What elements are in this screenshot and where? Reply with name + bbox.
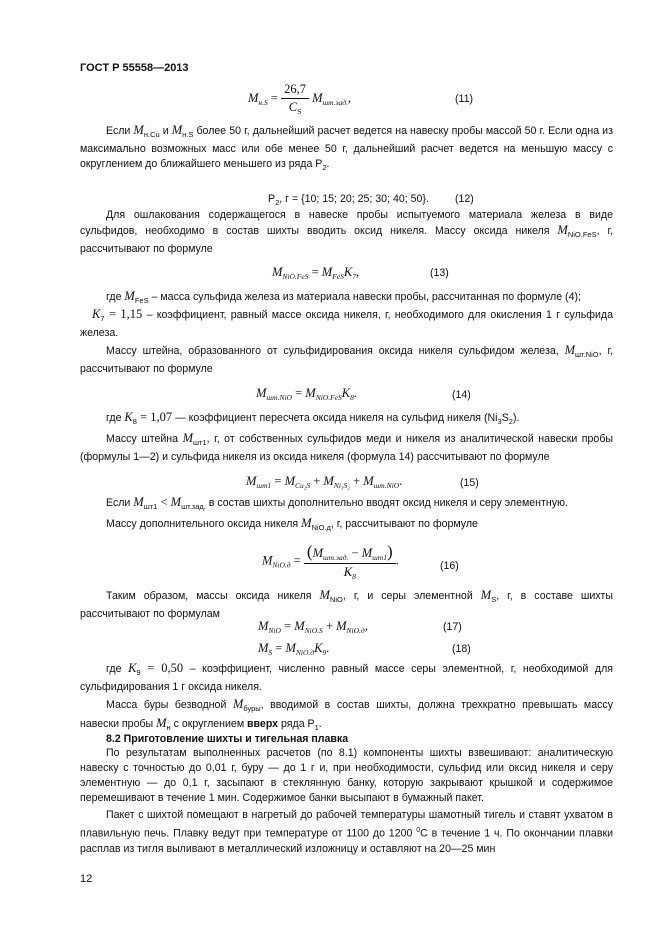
equation-number: (14)	[452, 389, 471, 401]
section-title: 8.2 Приготовление шихты и тигельная плавка	[106, 733, 349, 745]
paragraph: $K_7 = 1,15$ – коэффициент, равный массе оксида никеля, г, необходимого для окисления 1 г сульфида железа.	[80, 307, 613, 339]
equation-18: $M_S = M_{NiO.д}K_9$.	[258, 641, 330, 657]
equation-14: $M_{шт.NiO} = M_{NiO.FeS}K_8$.	[256, 386, 357, 402]
equation-number: (12)	[455, 193, 474, 205]
paragraph: Массу штейна, образованного от сульфидирования оксида никеля сульфидом железа, $M_{шт.NiO}$, г, рассчитывают по формуле	[80, 343, 613, 375]
paragraph: Массу штейна $M_{шт1}$, г, от собственных сульфидов меди и никеля из аналитической навески пробы (формулы 1—2) и сульфида никеля из оксида никеля (формула 14) рассчитывают по формуле	[80, 431, 613, 463]
equation-number: (17)	[443, 621, 462, 633]
equation-number: (18)	[452, 643, 471, 655]
equation-16: $M_{NiO.д}$ = $\frac{(M_{шт.зад.} - M_{шт1})}{K_8}$ .	[262, 542, 399, 581]
equation-number: (11)	[455, 93, 474, 105]
paragraph: Масса буры безводной $M_{буры}$, вводимой в состав шихты, должна трехкратно превышать массу навески пробы $M_н$ с округлением вверх ряда $Р_1$.	[80, 697, 613, 732]
paragraph: где $M_{FeS}$ – масса сульфида железа из материала навески пробы, рассчитанная по формуле (4);	[106, 289, 581, 305]
paragraph: где $K_9 = 0,50$ – коэффициент, численно равный массе серы элементной, г, необходимой для сульфидирования 1 г оксида никеля.	[80, 661, 613, 693]
paragraph: Если $M_{шт1} < M_{шт.зад.}$ в состав шихты дополнительно вводят оксид никеля и серу элементную.	[106, 495, 568, 511]
equation-15: $M_{шт1} = M_{Cu_2S} + M_{Ni_3S_2} + M_{шт.NiO}$.	[246, 474, 403, 490]
paragraph: По результатам выполненных расчетов (по 8.1) компоненты шихты взвешивают: аналитическую навеску с точностью до 0,01 г, буру — до 1 г и, при необходимости, сульфид или оксид никеля и серу элементную — до 0,1 г, засыпают в стеклянную банку, которую закрывают крышкой и содержимое перемешивают в течение 1 мин. Содержимое банки высыпают в бумажный пакет.	[80, 747, 613, 804]
equation-17: $M_{NiO} = M_{NiO.S} + M_{NiO.д}$,	[258, 619, 368, 635]
equation-number: (16)	[440, 560, 459, 572]
paragraph: Массу дополнительного оксида никеля $M_{NiO.д}$, г, рассчитывают по формуле	[106, 516, 478, 532]
paragraph: Пакет с шихтой помещают в нагретый до рабочей температуры шамотный тигель и ставят ухватом в плавильную печь. Плавку ведут при температуре от 1100 до 1200 $^0$С в течение 1 ч. По окончании плавки расплав из тигля выливают в металлический изложницу и оставляют на 20—25 мин	[80, 809, 613, 855]
page-number: 12	[80, 873, 93, 885]
document-header: ГОСТ Р 55558—2013	[80, 62, 189, 74]
equation-12: $Р_2$, г = {10; 15; 20; 25; 30; 40; 50}.	[268, 193, 429, 207]
equation-13: $M_{NiO.FeS} = M_{FeS}K_7$,	[272, 265, 360, 281]
paragraph: Для ошлакования содержащегося в навеске пробы испытуемого материала железа в виде сульфидов, необходимо в состав шихты вводить оксид никеля. Массу оксида никеля $M_{NiO.FeS}$, г, рассчитывают по формуле	[80, 209, 613, 255]
paragraph: Таким образом, массы оксида никеля $M_{NiO}$, г, и серы элементной $M_S$, г, в составе шихты рассчитывают по формулам	[80, 588, 613, 620]
paragraph: где $K_8 = 1,07$ — коэффициент пересчета оксида никеля на сульфид никеля $(Ni_3S_2)$.	[106, 410, 520, 426]
paragraph: Если $M_{н.Cu}$ и $M_{н.S}$ более 50 г, дальнейший расчет ведется на навеску пробы массой 50 г. Если одна из максимально возможных масс или обе менее 50 г, дальнейший расчет ведется на меньшую массу с округлением до ближайшего меньшего из ряда $Р_2$.	[80, 123, 613, 172]
equation-number: (15)	[460, 477, 479, 489]
equation-number: (13)	[430, 267, 449, 279]
equation-11: $M_{н.S}$ = $\frac{26,7}{C_S}$ $M_{шт.зад.}$,	[248, 82, 352, 116]
